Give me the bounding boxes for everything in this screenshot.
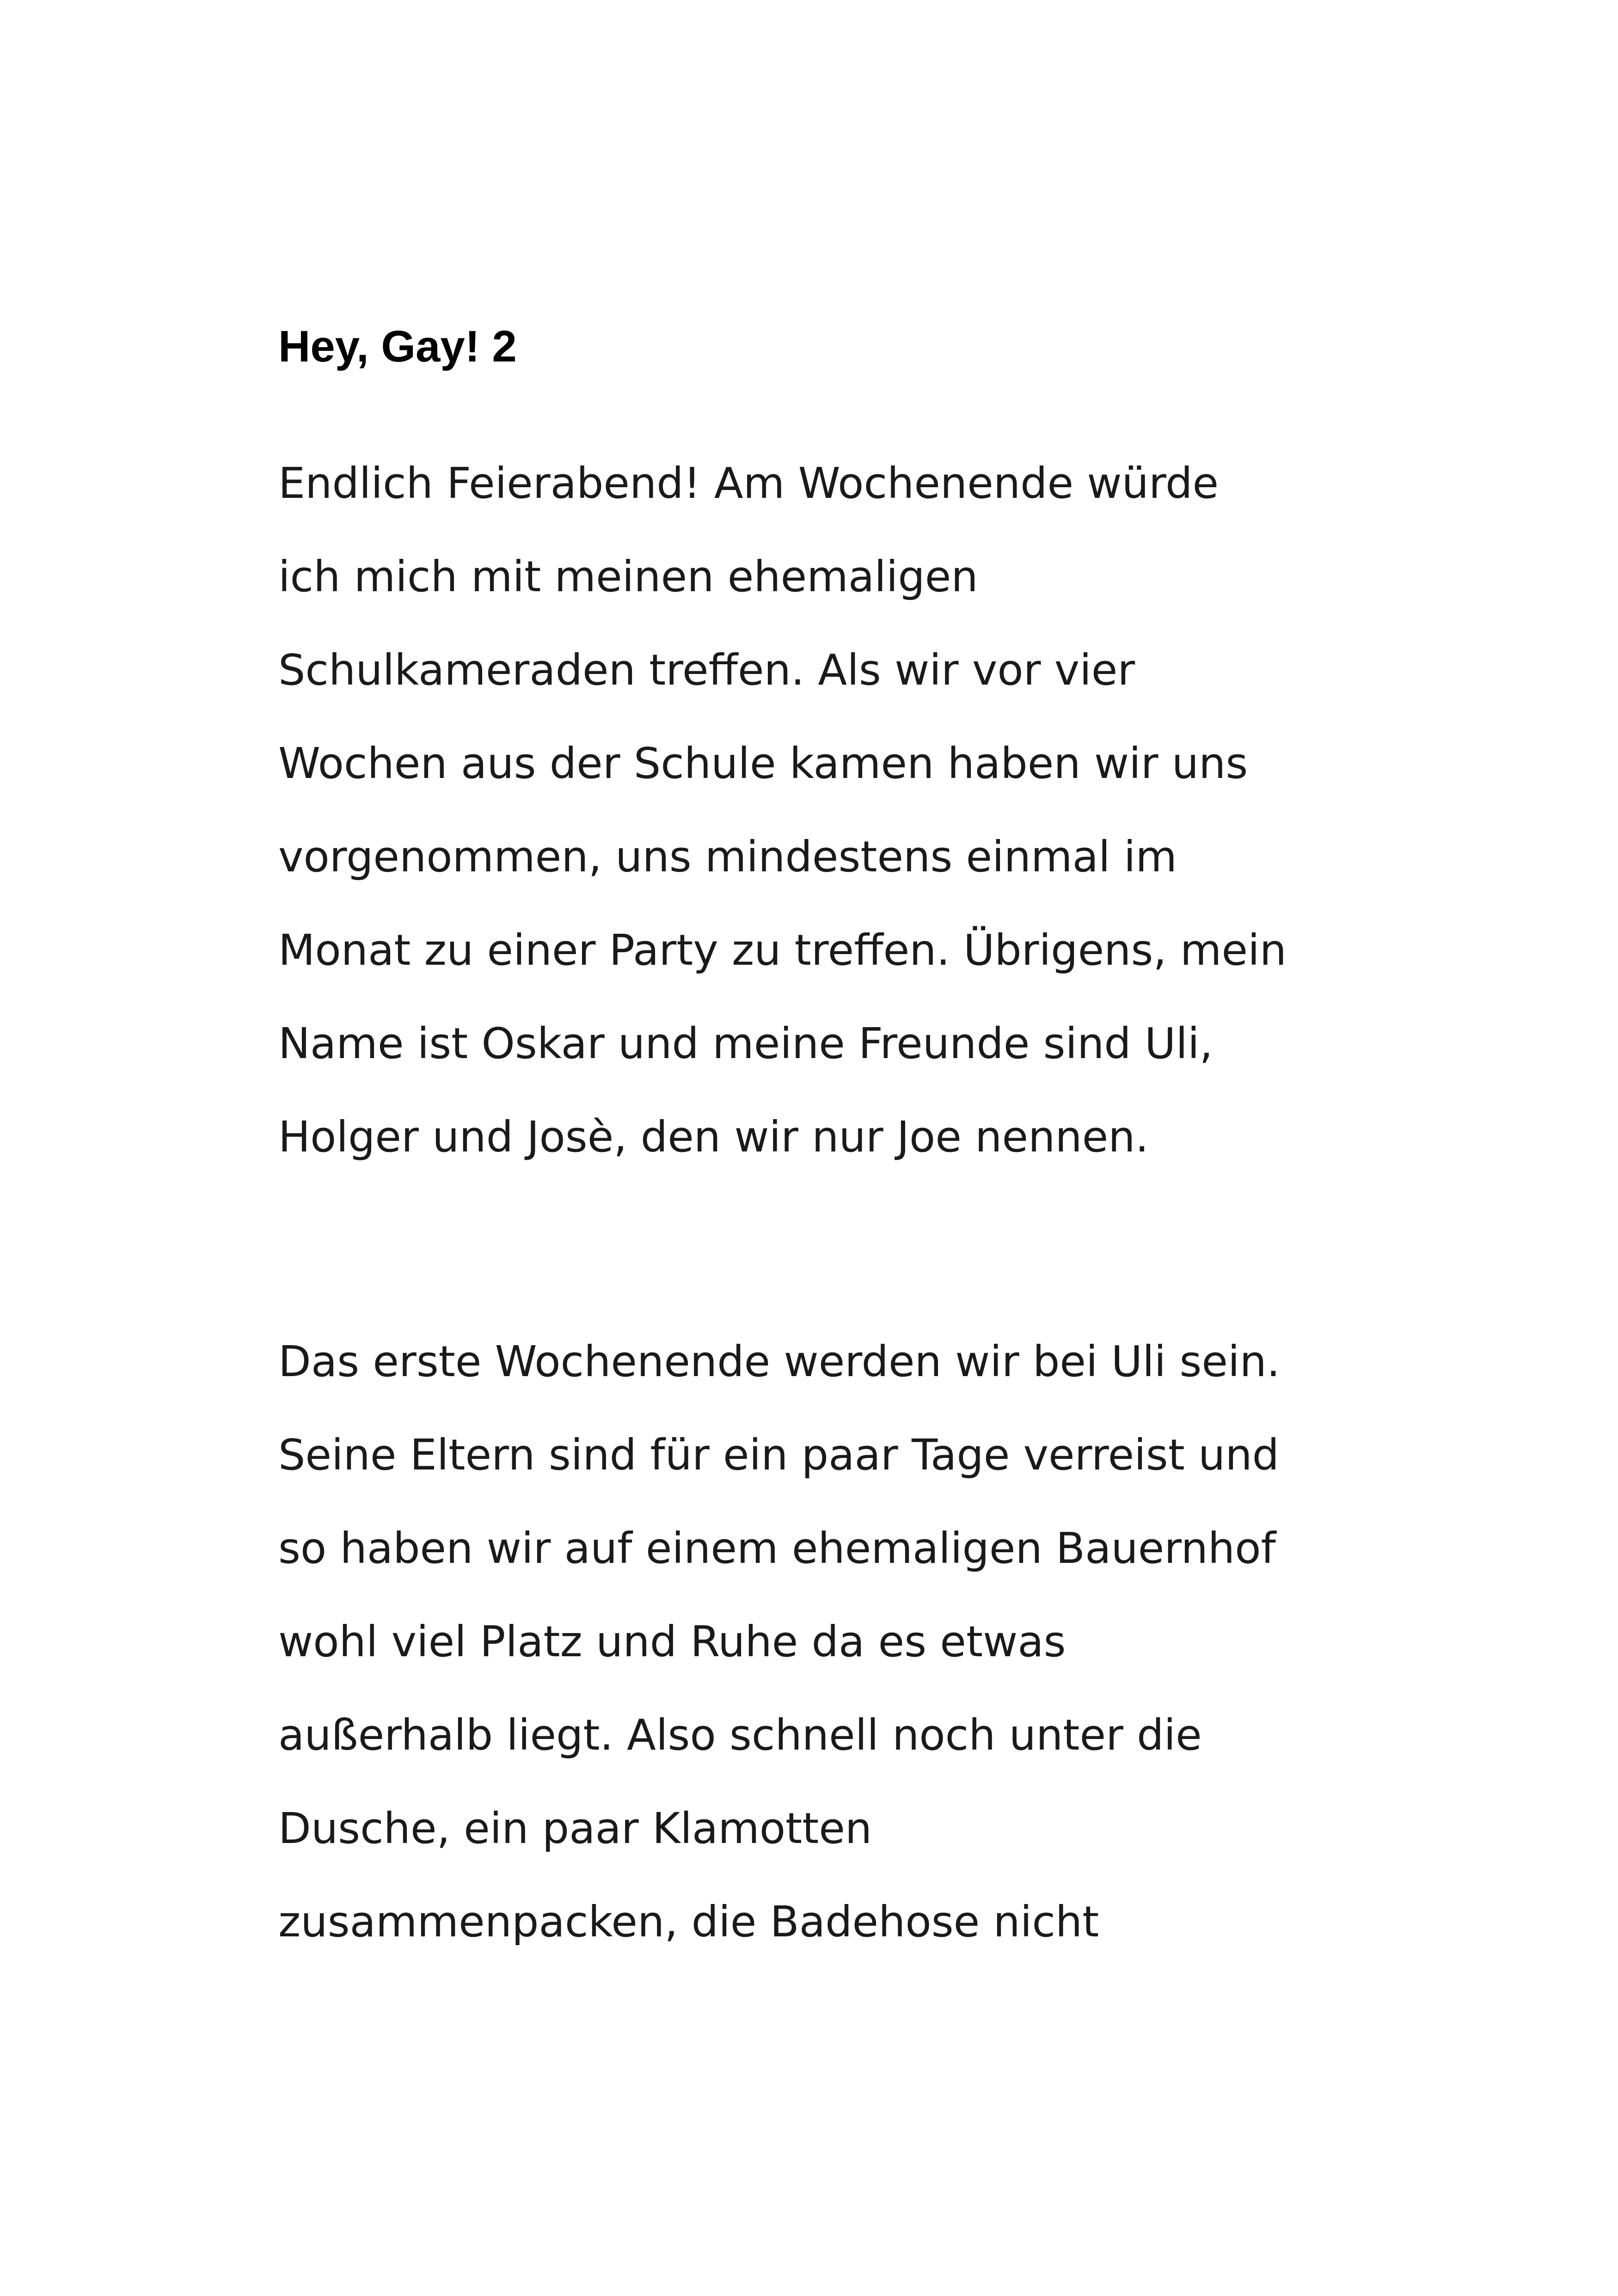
paragraph-line: Das erste Wochenende werden wir bei Uli sein. xyxy=(278,1337,1281,1386)
paragraph-1 xyxy=(278,437,1287,1184)
paragraph-2 xyxy=(278,1315,1280,1969)
paragraph-line: Holger und Josè, den wir nur Joe nennen. xyxy=(278,1112,1149,1162)
paragraph-line: so haben wir auf einem ehemaligen Bauernhof xyxy=(278,1524,1276,1573)
paragraph-line: außerhalb liegt. Also schnell noch unter die xyxy=(278,1710,1202,1760)
paragraph-line: Dusche, ein paar Klamotten xyxy=(278,1804,872,1853)
paragraph-line: zusammenpacken, die Badehose nicht xyxy=(278,1897,1099,1947)
paragraph-line: Wochen aus der Schule kamen haben wir uns xyxy=(278,739,1248,788)
paragraph-line: Monat zu einer Party zu treffen. Übrigens, mein xyxy=(278,925,1287,975)
document-title: Hey, Gay! 2 xyxy=(278,322,517,371)
paragraph-line: wohl viel Platz und Ruhe da es etwas xyxy=(278,1617,1066,1666)
paragraph-line: Schulkameraden treffen. Als wir vor vier xyxy=(278,645,1135,695)
paragraph-line: vorgenommen, uns mindestens einmal im xyxy=(278,832,1177,882)
paragraph-line: Name ist Oskar und meine Freunde sind Uli, xyxy=(278,1019,1213,1068)
paragraph-line: Seine Eltern sind für ein paar Tage verreist und xyxy=(278,1430,1280,1480)
paragraph-line: Endlich Feierabend! Am Wochenende würde xyxy=(278,459,1219,508)
document-content xyxy=(278,314,1388,1947)
paragraph-line: ich mich mit meinen ehemaligen xyxy=(278,552,978,601)
